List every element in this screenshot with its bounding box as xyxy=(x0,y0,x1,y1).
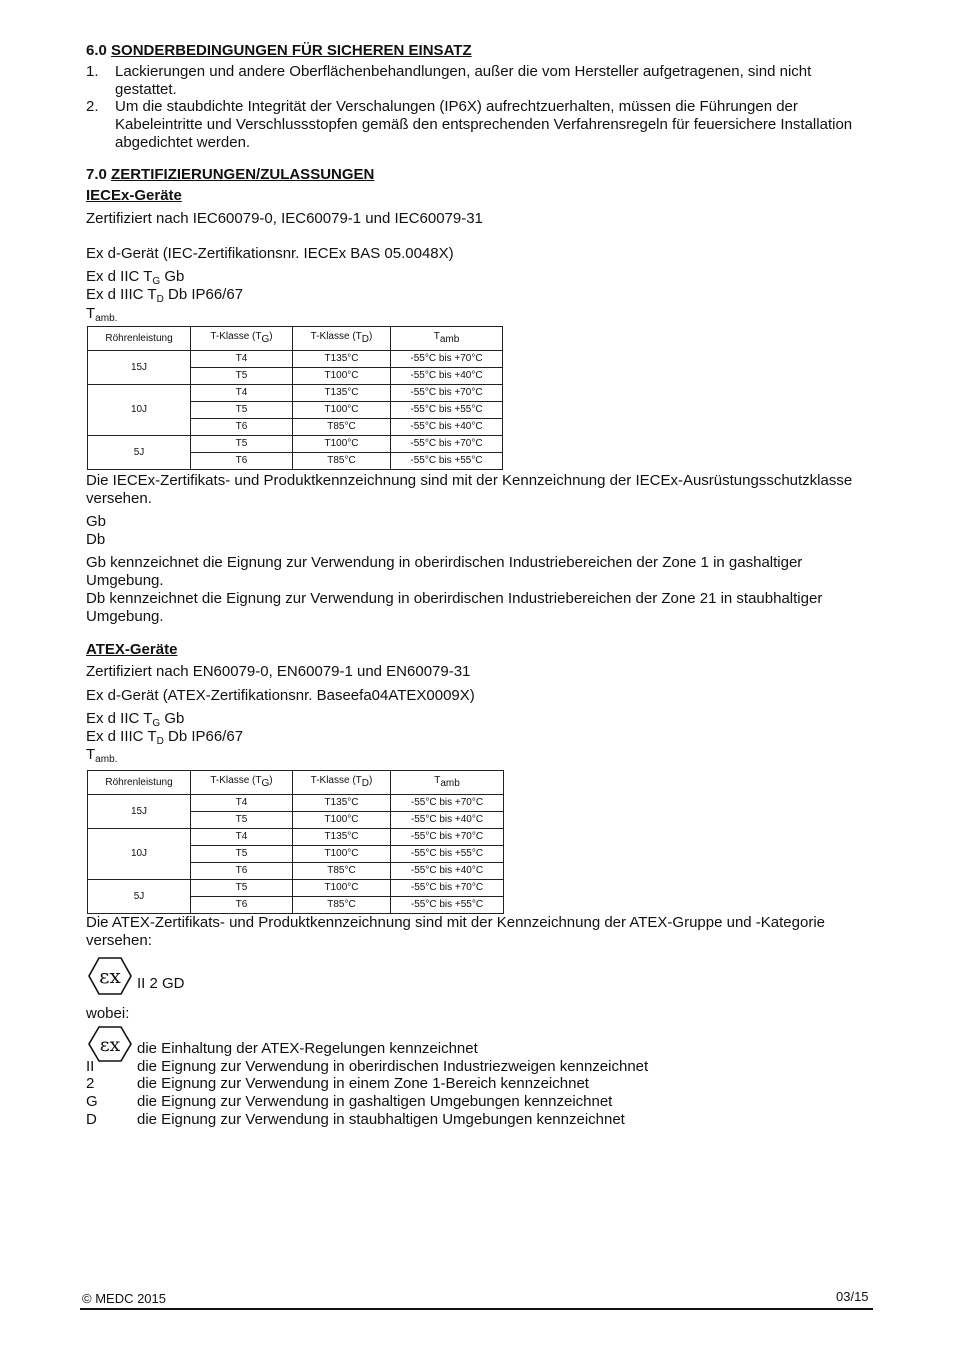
section-6-number: 6.0 xyxy=(86,42,107,59)
definition-text: die Eignung zur Verwendung in einem Zone 1-Bereich kennzeichnet xyxy=(137,1075,589,1092)
cell-tamb: -55°C bis +55°C xyxy=(391,402,503,419)
table-row xyxy=(88,880,504,897)
table-row xyxy=(88,351,503,368)
cell-roehrenleistung: 10J xyxy=(88,385,191,436)
cell-t-klasse-td: T85°C xyxy=(293,419,391,436)
iecex-tamb-label xyxy=(86,305,117,324)
header-t-klasse-tg: T-Klasse (TG) xyxy=(191,327,293,351)
cell-tamb: -55°C bis +70°C xyxy=(391,436,503,453)
atex-after-text: Die ATEX-Zertifikats- und Produktkennzeichnung sind mit der Kennzeichnung der ATEX-Gruppe und -Kategorie versehen: xyxy=(86,914,826,949)
table-row xyxy=(88,829,504,846)
cell-t-klasse-tg: T6 xyxy=(191,863,293,880)
cell-tamb: -55°C bis +55°C xyxy=(391,846,504,863)
tamb-subscript: amb. xyxy=(95,754,118,765)
iecex-title: IECEx-Geräte xyxy=(86,187,182,204)
iecex-after-text: Die IECEx-Zertifikats- und Produktkennzeichnung sind mit der Kennzeichnung der IECEx-Ausrüstungsschutzklasse versehen. xyxy=(86,472,853,507)
cell-t-klasse-tg: T4 xyxy=(191,385,293,402)
header-t-klasse-td: T-Klasse (TD) xyxy=(293,771,391,795)
footer-date: 03/15 xyxy=(836,1289,869,1304)
svg-text:εx: εx xyxy=(99,964,121,988)
mark-text: Db IP66/67 xyxy=(163,286,244,303)
definition-text: die Einhaltung der ATEX-Regelungen kennzeichnet xyxy=(137,1040,478,1057)
atex-mark-dust xyxy=(86,728,243,747)
definition-key: G xyxy=(86,1093,98,1110)
cell-t-klasse-td: T100°C xyxy=(293,402,391,419)
cell-roehrenleistung: 10J xyxy=(88,829,191,880)
iecex-temperature-table xyxy=(87,326,503,470)
table-header-row xyxy=(88,327,503,351)
cell-t-klasse-td: T135°C xyxy=(293,829,391,846)
cell-t-klasse-td: T100°C xyxy=(293,812,391,829)
iecex-mark-gas xyxy=(86,268,184,287)
mark-text: Gb xyxy=(160,268,185,285)
section-7-title: ZERTIFIZIERUNGEN/ZULASSUNGEN xyxy=(111,166,375,183)
definition-text: die Eignung zur Verwendung in staubhaltigen Umgebungen kennzeichnet xyxy=(137,1111,625,1128)
cell-t-klasse-td: T85°C xyxy=(293,863,391,880)
cell-t-klasse-tg: T5 xyxy=(191,846,293,863)
list-item-number: 2. xyxy=(86,98,99,115)
mark-subscript: D xyxy=(156,736,164,747)
cell-t-klasse-td: T100°C xyxy=(293,846,391,863)
definition-key: 2 xyxy=(86,1075,95,1092)
definition-key: D xyxy=(86,1111,97,1128)
cell-t-klasse-tg: T5 xyxy=(191,402,293,419)
mark-text: Gb xyxy=(160,710,185,727)
iecex-mark-dust xyxy=(86,286,243,305)
header-t-klasse-tg: T-Klasse (TG) xyxy=(191,771,293,795)
atex-tamb-label xyxy=(86,746,117,765)
list-item-text: Um die staubdichte Integrität der Verschalungen (IP6X) aufrechtzuerhalten, müssen die Führungen der Kabeleintritte und Verschlussstopfen gemäß den entsprechenden Verfahrensregeln für feuersichere Installation abgedichtet werden. xyxy=(115,98,853,151)
cell-tamb: -55°C bis +55°C xyxy=(391,897,504,914)
cell-tamb: -55°C bis +40°C xyxy=(391,863,504,880)
section-7-number: 7.0 xyxy=(86,166,107,183)
iecex-device: Ex d-Gerät (IEC-Zertifikationsnr. IECEx BAS 05.0048X) xyxy=(86,245,454,262)
cell-tamb: -55°C bis +70°C xyxy=(391,385,503,402)
iecex-certified: Zertifiziert nach IEC60079-0, IEC60079-1 und IEC60079-31 xyxy=(86,210,483,227)
header-tamb: Tamb xyxy=(391,327,503,351)
cell-roehrenleistung: 5J xyxy=(88,880,191,914)
cell-t-klasse-tg: T5 xyxy=(191,368,293,385)
svg-text:εx: εx xyxy=(99,1034,121,1056)
mark-subscript: G xyxy=(152,276,161,287)
list-item-text: Lackierungen und andere Oberflächenbehandlungen, außer die vom Hersteller aufgetragenen, sind nicht gestattet. xyxy=(115,63,812,98)
cell-t-klasse-td: T100°C xyxy=(293,368,391,385)
header-roehrenleistung: Röhrenleistung xyxy=(88,327,191,351)
section-6-heading xyxy=(86,42,472,59)
table-header-row xyxy=(88,771,504,795)
cell-t-klasse-tg: T4 xyxy=(191,829,293,846)
mark-subscript: G xyxy=(152,718,161,729)
footer-rule xyxy=(80,1308,873,1310)
table-row xyxy=(88,795,504,812)
header-tamb: Tamb xyxy=(391,771,504,795)
section-7-heading xyxy=(86,166,374,183)
tamb-text: T xyxy=(86,746,96,763)
cell-t-klasse-tg: T6 xyxy=(191,419,293,436)
header-roehrenleistung: Röhrenleistung xyxy=(88,771,191,795)
definition-key: II xyxy=(86,1058,95,1075)
mark-text: Db IP66/67 xyxy=(163,728,244,745)
cell-t-klasse-tg: T5 xyxy=(191,880,293,897)
tamb-text: T xyxy=(86,305,96,322)
header-t-klasse-td: T-Klasse (TD) xyxy=(293,327,391,351)
cell-t-klasse-tg: T5 xyxy=(191,436,293,453)
cell-tamb: -55°C bis +40°C xyxy=(391,419,503,436)
atex-device: Ex d-Gerät (ATEX-Zertifikationsnr. Baseefa04ATEX0009X) xyxy=(86,687,475,704)
atex-temperature-table xyxy=(87,770,504,914)
cell-tamb: -55°C bis +40°C xyxy=(391,368,503,385)
mark-text: Ex d IIIC T xyxy=(86,728,157,745)
cell-tamb: -55°C bis +70°C xyxy=(391,829,504,846)
section-6-title: SONDERBEDINGUNGEN FÜR SICHEREN EINSATZ xyxy=(111,42,472,59)
iecex-db-text: Db kennzeichnet die Eignung zur Verwendung in oberirdischen Industriebereichen der Zone 21 in staubhaltiger Umgebung. xyxy=(86,590,823,625)
cell-tamb: -55°C bis +70°C xyxy=(391,351,503,368)
table-row xyxy=(88,436,503,453)
cell-tamb: -55°C bis +40°C xyxy=(391,812,504,829)
iecex-db: Db xyxy=(86,531,106,548)
definition-text: die Eignung zur Verwendung in gashaltigen Umgebungen kennzeichnet xyxy=(137,1093,613,1110)
mark-text: Ex d IIC T xyxy=(86,268,153,285)
iecex-gb: Gb xyxy=(86,513,107,530)
cell-tamb: -55°C bis +55°C xyxy=(391,453,503,470)
atex-mark-gas xyxy=(86,710,184,729)
mark-text: Ex d IIC T xyxy=(86,710,153,727)
table-row xyxy=(88,385,503,402)
atex-marking: II 2 GD xyxy=(137,975,185,992)
cell-tamb: -55°C bis +70°C xyxy=(391,795,504,812)
cell-t-klasse-tg: T6 xyxy=(191,897,293,914)
cell-t-klasse-td: T100°C xyxy=(293,880,391,897)
cell-t-klasse-td: T85°C xyxy=(293,897,391,914)
mark-subscript: D xyxy=(156,294,164,305)
iecex-gb-text: Gb kennzeichnet die Eignung zur Verwendung in oberirdischen Industriebereichen der Zone 1 in gashaltiger Umgebung. xyxy=(86,554,803,589)
cell-t-klasse-td: T135°C xyxy=(293,385,391,402)
mark-text: Ex d IIIC T xyxy=(86,286,157,303)
atex-title: ATEX-Geräte xyxy=(86,641,178,658)
cell-t-klasse-td: T135°C xyxy=(293,351,391,368)
definition-text: die Eignung zur Verwendung in oberirdischen Industriezweigen kennzeichnet xyxy=(137,1058,649,1075)
atex-wobei: wobei: xyxy=(86,1005,130,1022)
cell-t-klasse-tg: T4 xyxy=(191,795,293,812)
atex-certified: Zertifiziert nach EN60079-0, EN60079-1 und EN60079-31 xyxy=(86,663,471,680)
cell-t-klasse-tg: T5 xyxy=(191,812,293,829)
cell-t-klasse-td: T135°C xyxy=(293,795,391,812)
cell-t-klasse-td: T85°C xyxy=(293,453,391,470)
tamb-subscript: amb. xyxy=(95,313,118,324)
ex-hexagon-logo xyxy=(88,1026,132,1062)
cell-roehrenleistung: 5J xyxy=(88,436,191,470)
cell-roehrenleistung: 15J xyxy=(88,351,191,385)
list-item-number: 1. xyxy=(86,63,99,80)
ex-hexagon-logo xyxy=(88,957,132,995)
cell-tamb: -55°C bis +70°C xyxy=(391,880,504,897)
cell-roehrenleistung: 15J xyxy=(88,795,191,829)
cell-t-klasse-tg: T4 xyxy=(191,351,293,368)
cell-t-klasse-tg: T6 xyxy=(191,453,293,470)
cell-t-klasse-td: T100°C xyxy=(293,436,391,453)
footer-copyright: © MEDC 2015 xyxy=(82,1291,166,1306)
